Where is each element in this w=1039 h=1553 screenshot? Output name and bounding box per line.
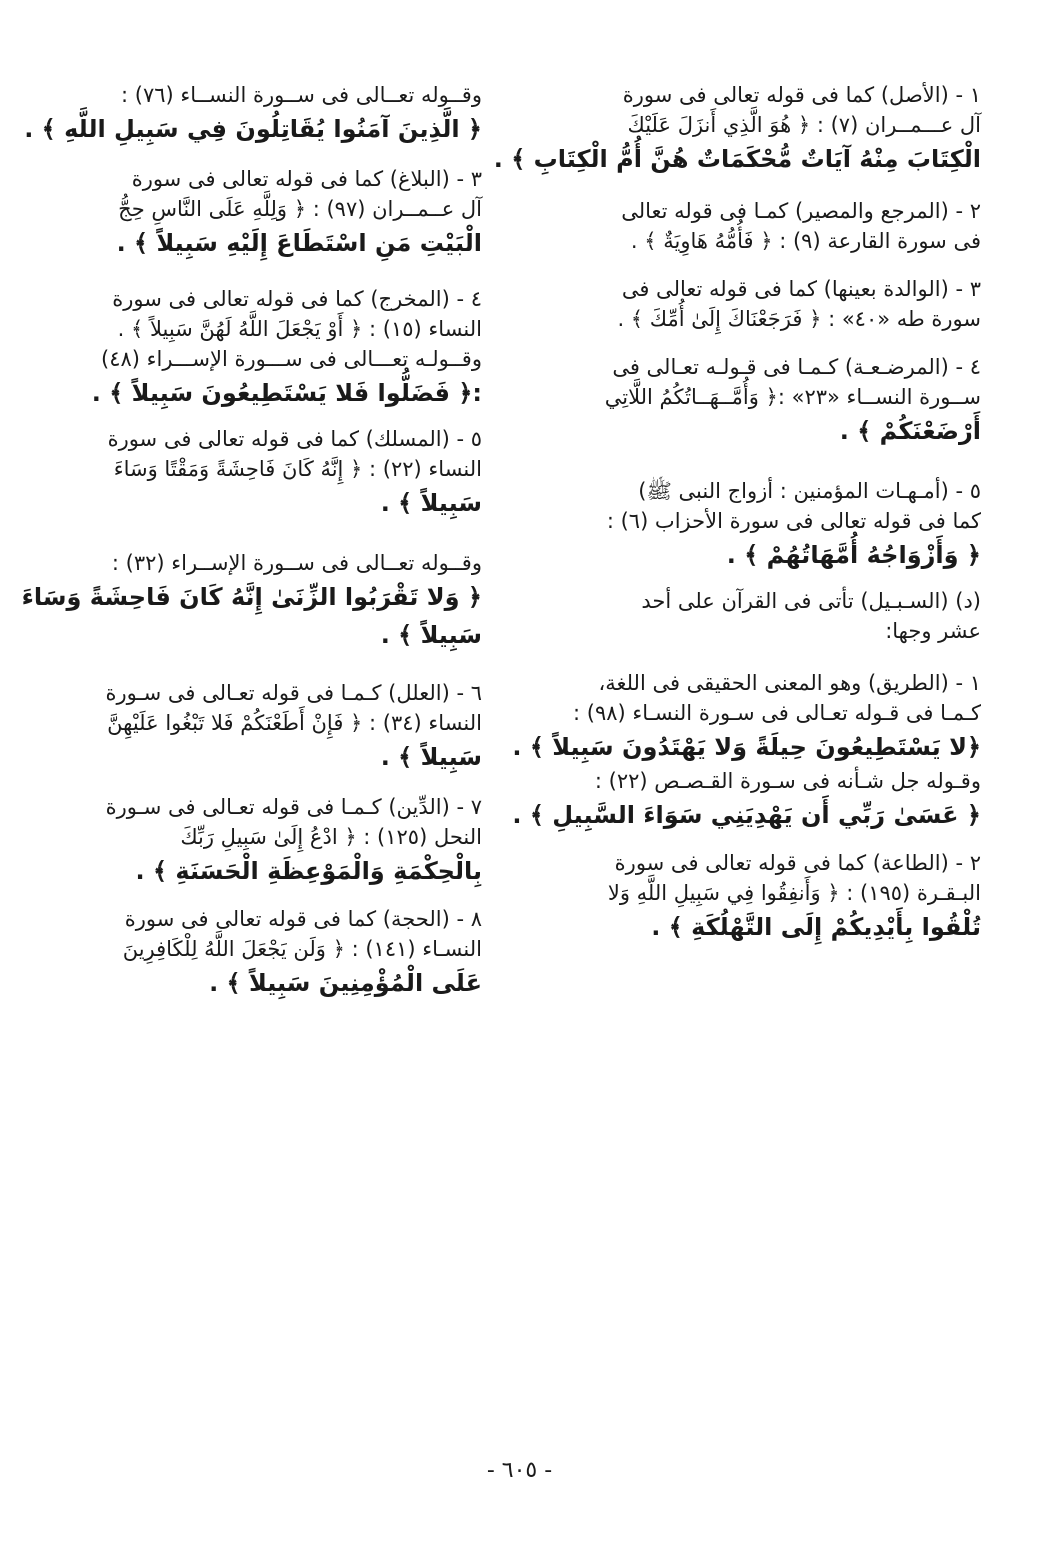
text-line: ١ - (الطريق) وهو المعنى الحقيقى فى اللغة، [598, 671, 981, 695]
verse-line: ﴿ وَأَزْوَاجُهُ أُمَّهَاتُهُمْ ﴾ . [726, 541, 981, 569]
right-column [493, 80, 981, 946]
text-line: ٨ - (الحجة) كما فى قوله تعالى فى سورة [124, 907, 482, 931]
text-line: وقــوله تعــالى فى ســورة النســاء (٧٦) : [121, 83, 482, 107]
text-line: آل عـــمــران (٧) : ﴿ هُوَ الَّذِي أَنزَلَ عَلَيْكَ [627, 113, 981, 137]
left-column-entry [52, 164, 482, 262]
verse-line: ﴿ عَسَىٰ رَبِّي أَن يَهْدِيَنِي سَوَاءَ السَّبِيلِ ﴾ . [512, 801, 981, 829]
left-column-entry [21, 548, 482, 654]
text-line: ٣ - (الوالدة بعينها) كما فى قوله تعالى فى [621, 277, 981, 301]
left-column-entry [52, 424, 482, 522]
text-line: فى سورة القارعة (٩) : ﴿ فَأُمُّهُ هَاوِيَةٌ ﴾ . [630, 229, 981, 253]
right-column-entry [551, 586, 981, 646]
text-line: ٤ - (المرضـعـة) كـمـا فى قـولـه تعـالى فى [612, 355, 981, 379]
text-line: (د) (السـبـيل) تأتى فى القرآن على أحد [641, 589, 981, 613]
text-line: النساء (٣٤) : ﴿ فَإِنْ أَطَعْنَكُمْ فَلا تَبْغُوا عَلَيْهِنَّ [107, 711, 482, 735]
verse-line: الْكِتَابَ مِنْهُ آيَاتٌ مُّحْكَمَاتٌ هُنَّ أُمُّ الْكِتَابِ ﴾ . [493, 145, 981, 173]
text-line: آل عــمــران (٩٧) : ﴿ وَلِلَّهِ عَلَى النَّاسِ حِجُّ [118, 197, 482, 221]
page-number: - ٦٠٥ - [486, 1458, 553, 1483]
text-line: ٥ - (المسلك) كما فى قوله تعالى فى سورة [107, 427, 482, 451]
verse-line: الْبَيْتِ مَنِ اسْتَطَاعَ إِلَيْهِ سَبِيلاً ﴾ . [116, 229, 482, 257]
text-line: وقــوله تعــالى فى ســورة الإســراء (٣٢) : [111, 551, 482, 575]
right-column-entry [493, 80, 981, 178]
left-column-entry [52, 284, 482, 412]
text-line: النساء (١٥) : ﴿ أَوْ يَجْعَلَ اللَّهُ لَهُنَّ سَبِيلاً ﴾ . [117, 317, 482, 341]
verse-line: ﴿ الَّذِينَ آمَنُوا يُقَاتِلُونَ فِي سَبِيلِ اللَّهِ ﴾ . [24, 115, 482, 143]
verse-line: أَرْضَعْنَكُمْ ﴾ . [839, 417, 981, 445]
text-line: ٥ - (أمـهـات المؤمنين : أزواج النبى ﷺ) [638, 479, 981, 503]
text-line: النسـاء (١٤١) : ﴿ وَلَن يَجْعَلَ اللَّهُ لِلْكَافِرِينَ [122, 937, 482, 961]
right-column-entry [551, 848, 981, 946]
text-line: النحل (١٢٥) : ﴿ ادْعُ إِلَىٰ سَبِيلِ رَبِّكَ [180, 825, 482, 849]
verse-line: عَلَى الْمُؤْمِنِينَ سَبِيلاً ﴾ . [209, 969, 482, 997]
verse-line: ﴿لا يَسْتَطِيعُونَ حِيلَةً وَلا يَهْتَدُونَ سَبِيلاً ﴾ . [512, 733, 981, 761]
verse-line: ﴿ وَلا تَقْرَبُوا الزِّنَىٰ إِنَّهُ كَانَ فَاحِشَةً وَسَاءَ [21, 583, 482, 611]
verse-line: بِالْحِكْمَةِ وَالْمَوْعِظَةِ الْحَسَنَةِ ﴾ . [135, 857, 482, 885]
verse-line: :﴿ فَضَلُّوا فَلا يَسْتَطِيعُونَ سَبِيلاً ﴾ . [91, 379, 482, 407]
left-column-entry [24, 80, 482, 148]
text-line: وقــولـه تعـــالى فى ســـورة الإســـراء (٤٨) [101, 347, 482, 371]
left-column-entry [52, 678, 482, 776]
left-column [21, 80, 482, 1002]
text-line: ١ - (الأصل) كما فى قوله تعالى فى سورة [622, 83, 981, 107]
right-column-entry [551, 274, 981, 334]
text-line: ســورة النســاء «٢٣» :﴿ وَأُمَّــهَــاتُكُمُ اللَّاتِي [604, 385, 981, 409]
verse-line: تُلْقُوا بِأَيْدِيكُمْ إِلَى التَّهْلُكَةِ ﴾ . [651, 913, 981, 941]
left-column-entry [52, 792, 482, 890]
text-line: النساء (٢٢) : ﴿ إِنَّهُ كَانَ فَاحِشَةً وَمَقْتًا وَسَاءَ [113, 457, 482, 481]
verse-line: سَبِيلاً ﴾ . [380, 489, 482, 517]
right-column-entry [551, 352, 981, 450]
text-line: ٢ - (المرجع والمصير) كمـا فى قوله تعالى [621, 199, 981, 223]
text-line: البـقـرة (١٩٥) : ﴿ وَأَنفِقُوا فِي سَبِيلِ اللَّهِ وَلا [607, 881, 981, 905]
text-line: ٦ - (العلل) كـمـا فى قوله تعـالى فى سـورة [105, 681, 482, 705]
text-line: عشر وجها: [885, 619, 981, 643]
verse-line: سَبِيلاً ﴾ . [380, 743, 482, 771]
text-line: سورة طه «٤٠» : ﴿ فَرَجَعْنَاكَ إِلَىٰ أُمِّكَ ﴾ . [617, 307, 981, 331]
left-column-entry [52, 904, 482, 1002]
text-line: ٧ - (الدِّين) كـمـا فى قوله تعـالى فى سـورة [105, 795, 482, 819]
text-line: كما فى قوله تعالى فى سورة الأحزاب (٦) : [606, 509, 981, 533]
right-column-entry [512, 668, 981, 834]
text-line: وقـوله جل شـأنه فى سـورة القـصـص (٢٢) : [594, 769, 981, 793]
text-line: ٤ - (المخرج) كما فى قوله تعالى فى سورة [112, 287, 482, 311]
text-line: كـمـا فى قـوله تعـالى فى سـورة النسـاء (٩٨) : [573, 701, 981, 725]
right-column-entry [551, 476, 981, 574]
text-line: ٢ - (الطاعة) كما فى قوله تعالى فى سورة [614, 851, 981, 875]
right-column-entry [551, 196, 981, 256]
verse-line: سَبِيلاً ﴾ . [380, 621, 482, 649]
text-line: ٣ - (البلاغ) كما فى قوله تعالى فى سورة [131, 167, 482, 191]
